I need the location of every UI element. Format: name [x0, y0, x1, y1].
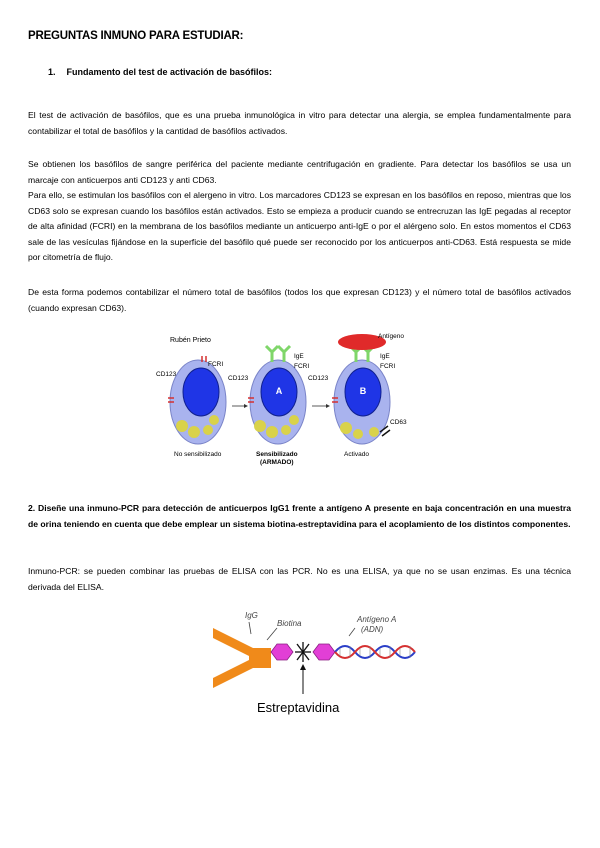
dna-strand-2 [335, 646, 415, 658]
fcri-label-1: FCRI [208, 361, 224, 368]
biotin-label: Biotina [277, 619, 302, 628]
igg-label: IgG [245, 611, 258, 620]
paragraph-method-a: Se obtienen los basófilos de sangre periférica del paciente mediante centrifugación en gradiente. Para detectar los basófilos se usa un marcaje con anticuerpos anti CD123 y anti CD63. [28, 159, 571, 185]
cell-b-label: B [359, 386, 367, 396]
dna-label: (ADN) [361, 625, 384, 634]
caption-activated: Activado [344, 451, 369, 458]
figure-author: Rubén Prieto [170, 337, 211, 344]
paragraph-method-b: Para ello, se estimulan los basófilos con el alergeno in vitro. Los marcadores CD123 se expresan en los basófilos en reposo, mientras que los CD63 solo se expresan cuando los basófilos están activados. Esto se empieza a producir cuando se entrecruzan las IgE pegadas al receptor de alta afinidad (FCRI) en la membrana de los basófilos mediante un anticuerpo anti-IgE o por el alérgeno solo. En estos momentos el CD63 sale de las vesículas fijándose en la superficie del basófilo qué puede ser reconocido por los anticuerpos anti-CD63. Está respuesta se mide por citometría de flujo. [28, 190, 571, 262]
question-1-number: 1. [48, 67, 56, 77]
cd123-label-3: CD123 [308, 375, 329, 382]
streptavidin-label: Estreptavidina [257, 700, 340, 715]
caption-armed: (ARMADO) [260, 459, 294, 466]
antigen-a-label: Antígeno A [357, 615, 397, 624]
cd123-label-1: CD123 [156, 371, 177, 378]
ige-label-1: IgE [294, 353, 304, 360]
caption-sensitized: Sensibilizado [256, 451, 298, 458]
igg-antibody [213, 628, 271, 688]
basophil-activation-diagram [148, 328, 418, 468]
streptavidin-icon [295, 642, 311, 662]
biotin-2 [313, 644, 335, 660]
page-title: PREGUNTAS INMUNO PARA ESTUDIAR: [28, 30, 244, 42]
cell-a-label: A [275, 386, 283, 396]
cell-not-sensitized [168, 356, 226, 444]
immuno-pcr-diagram [205, 608, 510, 718]
question-2-heading: 2. Diseñe una inmuno-PCR para detección de anticuerpos IgG1 frente a antígeno A presente en baja concentración en una muestra de orina teniendo en cuenta que debe emplear un sistema biotina-estreptavidina para el acoplamiento de los distintos componentes. [28, 503, 571, 529]
caption-not-sensitized: No sensibilizado [174, 451, 222, 458]
paragraph-conclusion: De esta forma podemos contabilizar el número total de basófilos (todos los que expresan CD123) y el número total de basófilos activados (cuando expresan CD63). [28, 287, 571, 313]
paragraph-intro: El test de activación de basófilos, que es una prueba inmunológica in vitro para detectar una alergia, se emplea fundamentalmente para contabilizar el total de basófilos y la cantidad de basófilos activados. [28, 110, 571, 136]
antigen-label: Antígeno [378, 333, 405, 340]
question-1-text: Fundamento del test de activación de basófilos: [66, 67, 273, 77]
cd123-label-2: CD123 [228, 375, 249, 382]
paragraph-immuno-pcr: Inmuno-PCR: se pueden combinar las pruebas de ELISA con las PCR. No es una ELISA, ya que no se usan enzimas. Es una técnica derivada del ELISA. [28, 566, 571, 592]
fcri-label-3: FCRI [380, 363, 396, 370]
ige-label-2: IgE [380, 353, 390, 360]
cd63-label: CD63 [390, 419, 407, 426]
paragraph-method [28, 157, 571, 266]
fcri-label-2: FCRI [294, 363, 310, 370]
question-1-heading [48, 67, 272, 77]
biotin-1 [271, 644, 293, 660]
